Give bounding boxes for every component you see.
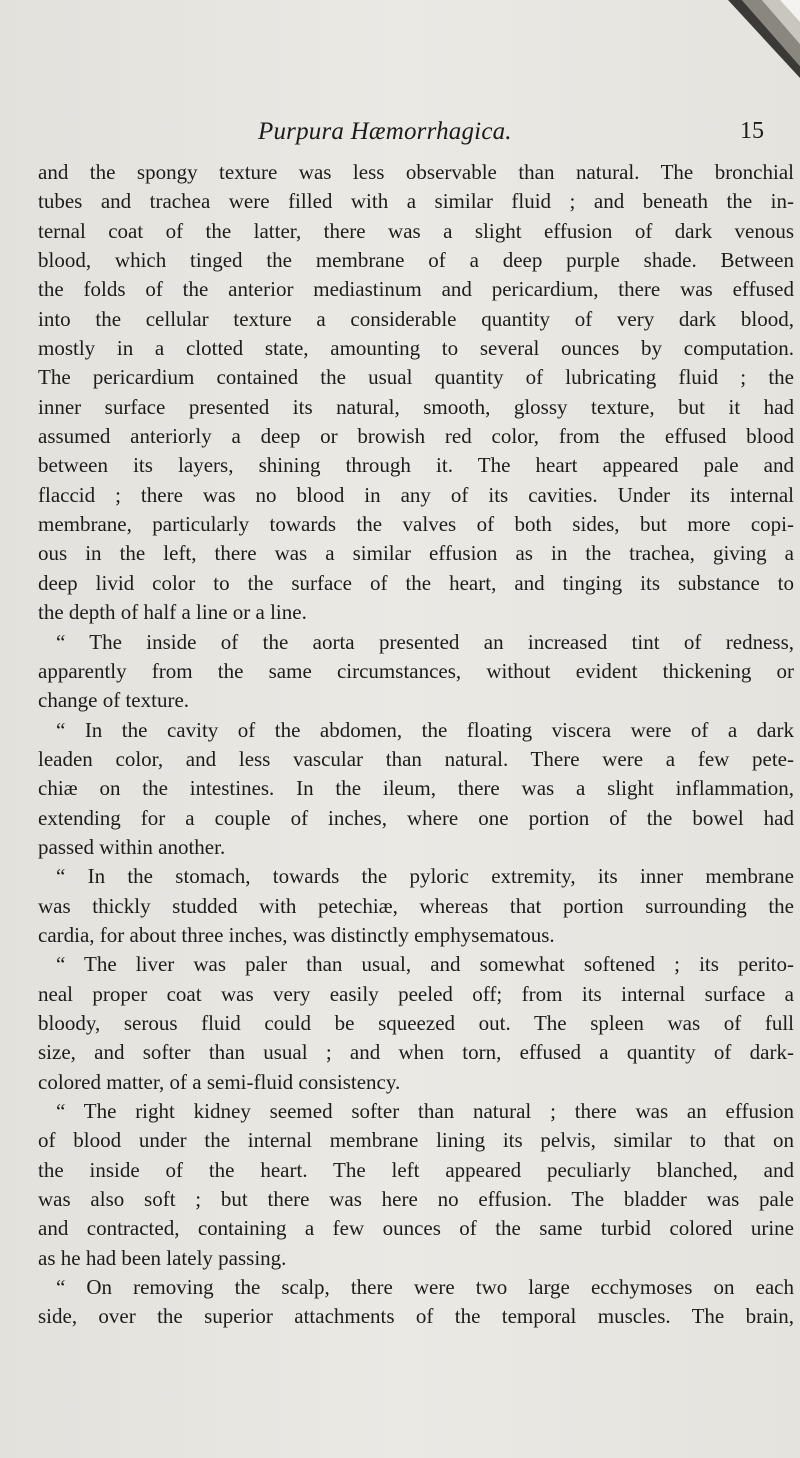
running-head: [0, 118, 800, 148]
text-line: and contracted, containing a few ounces of the same turbid colored urine: [38, 1216, 794, 1241]
text-line: The pericardium contained the usual quantity of lubricating fluid ; the: [38, 365, 794, 390]
text-line: blood, which tinged the membrane of a deep purple shade. Between: [38, 248, 794, 273]
paragraph: [38, 862, 794, 950]
paragraph: [38, 1097, 794, 1273]
text-line: mostly in a clotted state, amounting to several ounces by computation.: [38, 336, 794, 361]
paragraph: [38, 1273, 794, 1332]
paragraph: [38, 158, 794, 628]
text-line: “ In the stomach, towards the pyloric extremity, its inner membrane: [56, 864, 794, 889]
text-line: size, and softer than usual ; and when torn, effused a quantity of dark-: [38, 1040, 794, 1065]
text-line: passed within another.: [38, 834, 226, 859]
paragraph: [38, 628, 794, 716]
text-line: “ The inside of the aorta presented an increased tint of redness,: [56, 629, 794, 654]
page-corner-fold: [690, 0, 800, 80]
text-line: neal proper coat was very easily peeled off; from its internal surface a: [38, 981, 794, 1006]
text-line: cardia, for about three inches, was distinctly emphysematous.: [38, 922, 555, 947]
text-line: inner surface presented its natural, smooth, glossy texture, but it had: [38, 394, 794, 419]
text-line: and the spongy texture was less observable than natural. The bronchial: [38, 160, 794, 184]
text-line: change of texture.: [38, 688, 190, 713]
text-line: assumed anteriorly a deep or browish red color, from the effused blood: [38, 424, 794, 449]
text-line: the depth of half a line or a line.: [38, 600, 307, 625]
text-line: leaden color, and less vascular than natural. There were a few pete-: [38, 746, 794, 771]
text-line: ternal coat of the latter, there was a slight effusion of dark venous: [38, 218, 794, 243]
text-line: the folds of the anterior mediastinum and pericardium, there was effused: [38, 277, 794, 302]
text-line: “ The liver was paler than usual, and somewhat softened ; its perito-: [56, 952, 794, 977]
text-line: tubes and trachea were filled with a similar fluid ; and beneath the in-: [38, 189, 794, 214]
text-line: flaccid ; there was no blood in any of its cavities. Under its internal: [38, 482, 794, 507]
text-line: was thickly studded with petechiæ, whereas that portion surrounding the: [38, 893, 794, 918]
text-line: side, over the superior attachments of the temporal muscles. The brain,: [38, 1304, 794, 1329]
body-text: [38, 158, 794, 1332]
text-line: ous in the left, there was a similar effusion as in the trachea, giving a: [38, 541, 794, 566]
text-line: extending for a couple of inches, where one portion of the bowel had: [38, 805, 794, 830]
text-line: chiæ on the intestines. In the ileum, there was a slight inflammation,: [38, 776, 794, 801]
text-line: “ In the cavity of the abdomen, the floating viscera were of a dark: [56, 717, 794, 742]
paragraph: [38, 716, 794, 863]
text-line: membrane, particularly towards the valves of both sides, but more copi-: [38, 512, 794, 537]
text-line: of blood under the internal membrane lining its pelvis, similar to that on: [38, 1128, 794, 1153]
running-title: Purpura Hæmorrhagica.: [258, 118, 512, 145]
paragraph: [38, 950, 794, 1097]
text-line: bloody, serous fluid could be squeezed out. The spleen was of full: [38, 1010, 794, 1035]
text-line: “ On removing the scalp, there were two large ecchymoses on each: [56, 1275, 794, 1300]
text-line: “ The right kidney seemed softer than natural ; there was an effusion: [56, 1099, 794, 1123]
text-line: between its layers, shining through it. The heart appeared pale and: [38, 453, 794, 478]
text-line: colored matter, of a semi-fluid consistency.: [38, 1069, 401, 1094]
page-number: 15: [740, 118, 764, 144]
text-line: deep livid color to the surface of the heart, and tinging its substance to: [38, 570, 794, 595]
text-line: the inside of the heart. The left appeared peculiarly blanched, and: [38, 1157, 794, 1182]
text-line: into the cellular texture a considerable quantity of very dark blood,: [38, 306, 794, 331]
text-line: was also soft ; but there was here no effusion. The bladder was pale: [38, 1187, 794, 1212]
text-line: as he had been lately passing.: [38, 1245, 287, 1270]
text-line: apparently from the same circumstances, without evident thickening or: [38, 658, 794, 683]
